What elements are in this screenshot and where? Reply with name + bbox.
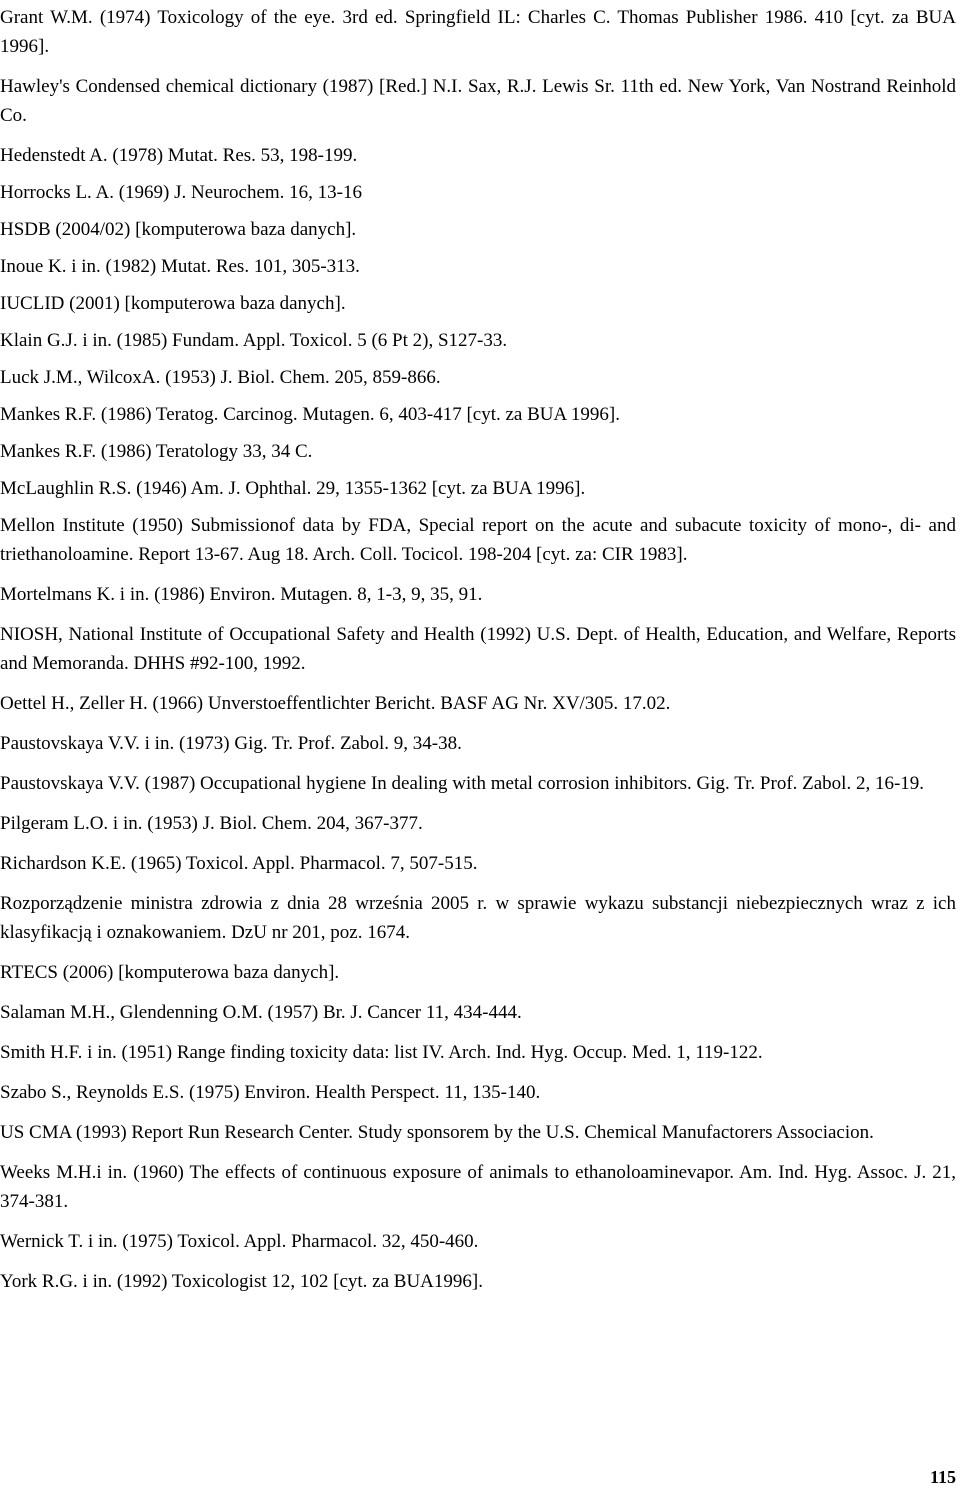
reference-pilgeram: Pilgeram L.O. i in. (1953) J. Biol. Chem. 204, 367-377. [0,813,423,834]
reference-richardson: Richardson K.E. (1965) Toxicol. Appl. Pharmacol. 7, 507-515. [0,853,478,874]
reference-york: York R.G. i in. (1992) Toxicologist 12, 102 [cyt. za BUA1996]. [0,1271,483,1292]
reference-hsdb: HSDB (2004/02) [komputerowa baza danych]. [0,219,357,240]
reference-smith: Smith H.F. i in. (1951) Range finding toxicity data: list IV. Arch. Ind. Hyg. Occup. Med. 1, 119-122. [0,1042,763,1063]
reference-mankes-2: Mankes R.F. (1986) Teratology 33, 34 C. [0,441,313,462]
page-number: 115 [929,1467,956,1487]
reference-horrocks: Horrocks L. A. (1969) J. Neurochem. 16, 13-16 [0,182,362,203]
reference-grant: Grant W.M. (1974) Toxicology of the eye. 3rd ed. Springfield IL: Charles C. Thomas Publisher 1986. 410 [cyt. za BUA 1996]. [0,7,956,57]
reference-mclaughlin: McLaughlin R.S. (1946) Am. J. Ophthal. 29, 1355-1362 [cyt. za BUA 1996]. [0,478,586,499]
reference-klain: Klain G.J. i in. (1985) Fundam. Appl. Toxicol. 5 (6 Pt 2), S127-33. [0,330,508,351]
reference-salaman: Salaman M.H., Glendenning O.M. (1957) Br. J. Cancer 11, 434-444. [0,1002,522,1023]
reference-iuclid: IUCLID (2001) [komputerowa baza danych]. [0,293,346,314]
reference-mortelmans: Mortelmans K. i in. (1986) Environ. Mutagen. 8, 1-3, 9, 35, 91. [0,584,483,605]
reference-paustovskaya-1: Paustovskaya V.V. i in. (1973) Gig. Tr. Prof. Zabol. 9, 34-38. [0,733,462,754]
reference-inoue: Inoue K. i in. (1982) Mutat. Res. 101, 305-313. [0,256,360,277]
reference-mellon: Mellon Institute (1950) Submissionof data by FDA, Special report on the acute and subacute toxicity of mono-, di- and triethanoloamine. Report 13-67. Aug 18. Arch. Coll. Tocicol. 198-204 [cyt. za: CIR 1983]. [0,515,956,565]
reference-luck: Luck J.M., WilcoxA. (1953) J. Biol. Chem. 205, 859-866. [0,367,441,388]
reference-hedenstedt: Hedenstedt A. (1978) Mutat. Res. 53, 198-199. [0,145,358,166]
reference-weeks: Weeks M.H.i in. (1960) The effects of continuous exposure of animals to ethanoloaminevapor. Am. Ind. Hyg. Assoc. J. 21, 374-381. [0,1162,956,1212]
reference-rozporzadzenie: Rozporządzenie ministra zdrowia z dnia 28 września 2005 r. w sprawie wykazu substancji niebezpiecznych wraz z ich klasyfikacją i oznakowaniem. DzU nr 201, poz. 1674. [0,893,956,943]
reference-mankes-1: Mankes R.F. (1986) Teratog. Carcinog. Mutagen. 6, 403-417 [cyt. za BUA 1996]. [0,404,620,425]
reference-paustovskaya-2: Paustovskaya V.V. (1987) Occupational hygiene In dealing with metal corrosion inhibitors. Gig. Tr. Prof. Zabol. 2, 16-19. [0,773,925,794]
reference-hawley: Hawley's Condensed chemical dictionary (1987) [Red.] N.I. Sax, R.J. Lewis Sr. 11th ed. New York, Van Nostrand Reinhold Co. [0,76,956,126]
reference-wernick: Wernick T. i in. (1975) Toxicol. Appl. Pharmacol. 32, 450-460. [0,1231,479,1252]
reference-szabo: Szabo S., Reynolds E.S. (1975) Environ. Health Perspect. 11, 135-140. [0,1082,541,1103]
reference-oettel: Oettel H., Zeller H. (1966) Unverstoeffentlichter Bericht. BASF AG Nr. XV/305. 17.02. [0,693,671,714]
reference-us-cma: US CMA (1993) Report Run Research Center. Study sponsorem by the U.S. Chemical Manufactorers Associacion. [0,1122,874,1143]
reference-rtecs: RTECS (2006) [komputerowa baza danych]. [0,962,340,983]
reference-niosh: NIOSH, National Institute of Occupational Safety and Health (1992) U.S. Dept. of Health, Education, and Welfare, Reports and Memoranda. DHHS #92-100, 1992. [0,624,956,674]
